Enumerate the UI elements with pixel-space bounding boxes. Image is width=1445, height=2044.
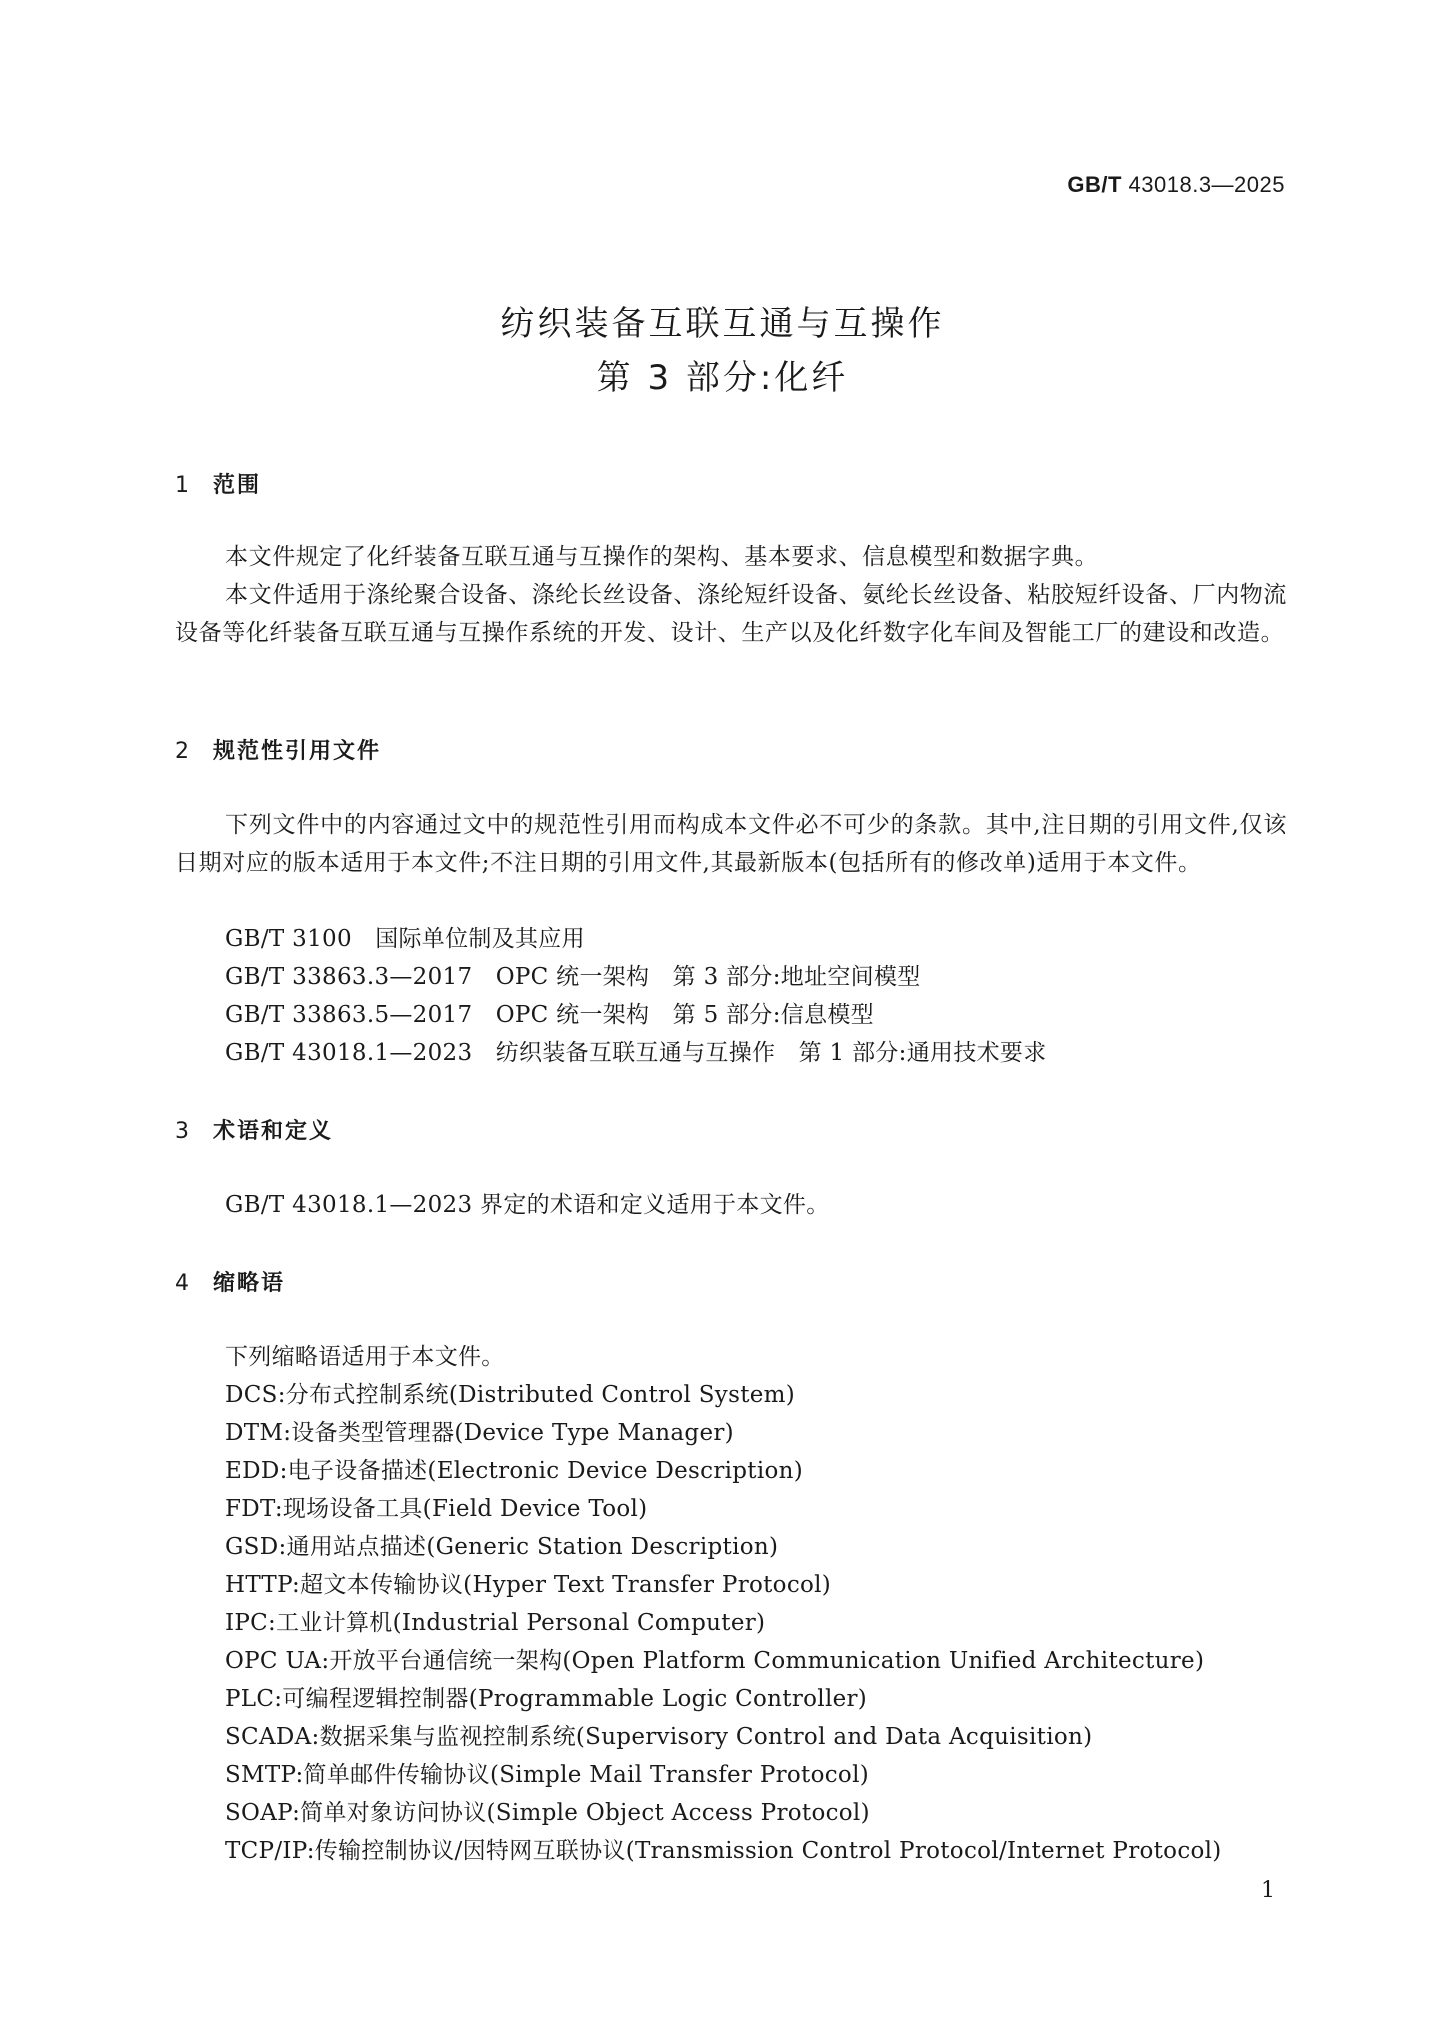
section-number: 4 bbox=[175, 1271, 191, 1296]
standard-number-rest: 43018.3—2025 bbox=[1128, 172, 1285, 197]
section-number: 1 bbox=[175, 473, 191, 498]
abbreviation-item: EDD:电子设备描述(Electronic Device Description) bbox=[225, 1458, 804, 1484]
standard-number-prefix: GB/T bbox=[1067, 172, 1122, 197]
abbreviation-item: GSD:通用站点描述(Generic Station Description) bbox=[225, 1534, 779, 1560]
abbreviation-item: IPC:工业计算机(Industrial Personal Computer) bbox=[225, 1610, 766, 1636]
section-number: 2 bbox=[175, 739, 191, 764]
section-3-heading bbox=[175, 1114, 333, 1145]
reference-item: GB/T 43018.1—2023 纺织装备互联互通与互操作 第 1 部分:通用技术要求 bbox=[225, 1040, 1047, 1066]
standard-number bbox=[1067, 172, 1285, 198]
abbreviation-intro: 下列缩略语适用于本文件。 bbox=[225, 1344, 505, 1370]
reference-item: GB/T 33863.3—2017 OPC 统一架构 第 3 部分:地址空间模型 bbox=[225, 964, 921, 990]
abbreviation-item: HTTP:超文本传输协议(Hyper Text Transfer Protocol) bbox=[225, 1572, 832, 1598]
paragraph: 本文件规定了化纤装备互联互通与互操作的架构、基本要求、信息模型和数据字典。 bbox=[225, 544, 1099, 570]
document-subtitle: 第 3 部分:化纤 bbox=[596, 358, 849, 398]
section-2-heading bbox=[175, 734, 381, 765]
abbreviation-item: SOAP:简单对象访问协议(Simple Object Access Protocol) bbox=[225, 1800, 870, 1826]
page-number: 1 bbox=[1261, 1878, 1275, 1903]
section-title: 规范性引用文件 bbox=[213, 739, 382, 764]
reference-item: GB/T 3100 国际单位制及其应用 bbox=[225, 926, 585, 952]
abbreviation-item: PLC:可编程逻辑控制器(Programmable Logic Controller) bbox=[225, 1686, 868, 1712]
reference-item: GB/T 33863.5—2017 OPC 统一架构 第 5 部分:信息模型 bbox=[225, 1002, 874, 1028]
abbreviation-item: SMTP:简单邮件传输协议(Simple Mail Transfer Protocol) bbox=[225, 1762, 869, 1788]
section-number: 3 bbox=[175, 1119, 191, 1144]
document-title: 纺织装备互联互通与互操作 bbox=[500, 304, 945, 344]
section-title: 缩略语 bbox=[213, 1271, 286, 1296]
section-title: 术语和定义 bbox=[213, 1119, 334, 1144]
abbreviation-item: SCADA:数据采集与监视控制系统(Supervisory Control and Data Acquisition) bbox=[225, 1724, 1093, 1750]
abbreviation-item: DCS:分布式控制系统(Distributed Control System) bbox=[225, 1382, 796, 1408]
abbreviation-item: DTM:设备类型管理器(Device Type Manager) bbox=[225, 1420, 734, 1446]
paragraph: 本文件适用于涤纶聚合设备、涤纶长丝设备、涤纶短纤设备、氨纶长丝设备、粘胶短纤设备、厂内物流设备等化纤装备互联互通与互操作系统的开发、设计、生产以及化纤数字化车间及智能工厂的建设和改造。 bbox=[175, 582, 1287, 646]
abbreviation-item: FDT:现场设备工具(Field Device Tool) bbox=[225, 1496, 648, 1522]
abbreviation-item: OPC UA:开放平台通信统一架构(Open Platform Communication Unified Architecture) bbox=[225, 1648, 1205, 1674]
section-title: 范围 bbox=[213, 473, 262, 498]
paragraph: GB/T 43018.1—2023 界定的术语和定义适用于本文件。 bbox=[225, 1192, 830, 1218]
paragraph: 下列文件中的内容通过文中的规范性引用而构成本文件必不可少的条款。其中,注日期的引用文件,仅该日期对应的版本适用于本文件;不注日期的引用文件,其最新版本(包括所有的修改单)适用于本文件。 bbox=[175, 812, 1287, 876]
section-1-heading bbox=[175, 468, 261, 499]
abbreviation-item: TCP/IP:传输控制协议/因特网互联协议(Transmission Control Protocol/Internet Protocol) bbox=[225, 1838, 1222, 1864]
section-4-heading bbox=[175, 1266, 285, 1297]
